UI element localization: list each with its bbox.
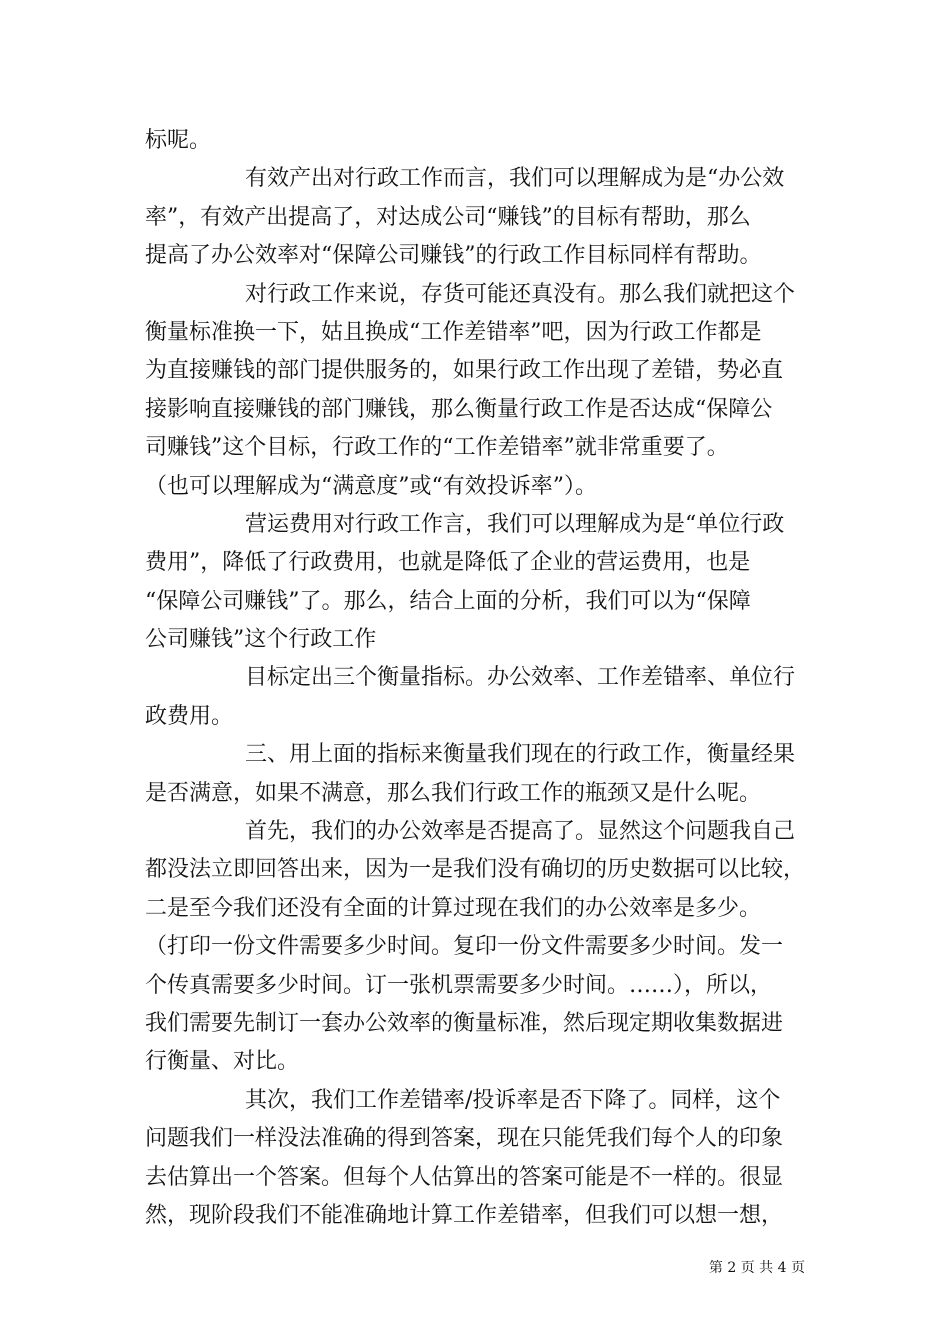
- paragraph-first-line: 目标定出三个衡量指标。办公效率、工作差错率、单位行: [245, 665, 796, 691]
- paragraph-first-line: 其次，我们工作差错率/投诉率是否下降了。同样，这个: [245, 1087, 781, 1113]
- text-line: 然，现阶段我们不能准确地计算工作差错率，但我们可以想一想，: [145, 1202, 784, 1228]
- text-line: 司赚钱”这个目标，行政工作的“工作差错率”就非常重要了。: [145, 435, 729, 461]
- paragraph-first-line: 营运费用对行政工作言，我们可以理解成为是“单位行政: [245, 511, 785, 537]
- paragraph-first-line: 对行政工作来说，存货可能还真没有。那么我们就把这个: [245, 281, 796, 307]
- text-line: 我们需要先制订一套办公效率的衡量标准，然后现定期收集数据进: [145, 1010, 784, 1036]
- text-line: 提高了办公效率对“保障公司赚钱”的行政工作目标同样有帮助。: [145, 243, 762, 269]
- text-line: “保障公司赚钱”了。那么，结合上面的分析，我们可以为“保障: [145, 588, 751, 614]
- text-line: 问题我们一样没法准确的得到答案，现在只能凭我们每个人的印象: [145, 1126, 784, 1152]
- text-line: 公司赚钱”这个行政工作: [145, 627, 377, 653]
- text-line: 二是至今我们还没有全面的计算过现在我们的办公效率是多少。: [145, 895, 762, 921]
- document-body: [145, 122, 805, 1235]
- text-line: 是否满意，如果不满意，那么我们行政工作的瓶颈又是什么呢。: [145, 780, 762, 806]
- text-line: 率”，有效产出提高了，对达成公司“赚钱”的目标有帮助，那么: [145, 204, 751, 230]
- text-line: 行衡量、对比。: [145, 1049, 300, 1075]
- paragraph-first-line: 三、用上面的指标来衡量我们现在的行政工作，衡量经果: [245, 742, 796, 768]
- text-line: （也可以理解成为“满意度”或“有效投诉率”）。: [145, 473, 597, 499]
- text-line: 都没法立即回答出来，因为一是我们没有确切的历史数据可以比较，: [145, 857, 806, 883]
- paragraph-first-line: 有效产出对行政工作而言，我们可以理解成为是“办公效: [245, 166, 785, 192]
- text-line: 为直接赚钱的部门提供服务的，如果行政工作出现了差错，势必直: [145, 358, 784, 384]
- paragraph-first-line: 首先，我们的办公效率是否提高了。显然这个问题我自己: [245, 819, 796, 845]
- text-line: （打印一份文件需要多少时间。复印一份文件需要多少时间。发一: [145, 934, 784, 960]
- page-number-footer: 第 2 页 共 4 页: [708, 1260, 805, 1276]
- text-line: 政费用。: [145, 703, 234, 729]
- text-line: 个传真需要多少时间。订一张机票需要多少时间。……），所以，: [145, 972, 773, 998]
- text-line: 接影响直接赚钱的部门赚钱，那么衡量行政工作是否达成“保障公: [145, 396, 773, 422]
- text-line: 去估算出一个答案。但每个人估算出的答案可能是不一样的。很显: [145, 1164, 784, 1190]
- text-line: 费用”，降低了行政费用，也就是降低了企业的营运费用，也是: [145, 550, 751, 576]
- text-line: 标呢。: [145, 128, 212, 153]
- text-line: 衡量标准换一下，姑且换成“工作差错率”吧，因为行政工作都是: [145, 319, 762, 345]
